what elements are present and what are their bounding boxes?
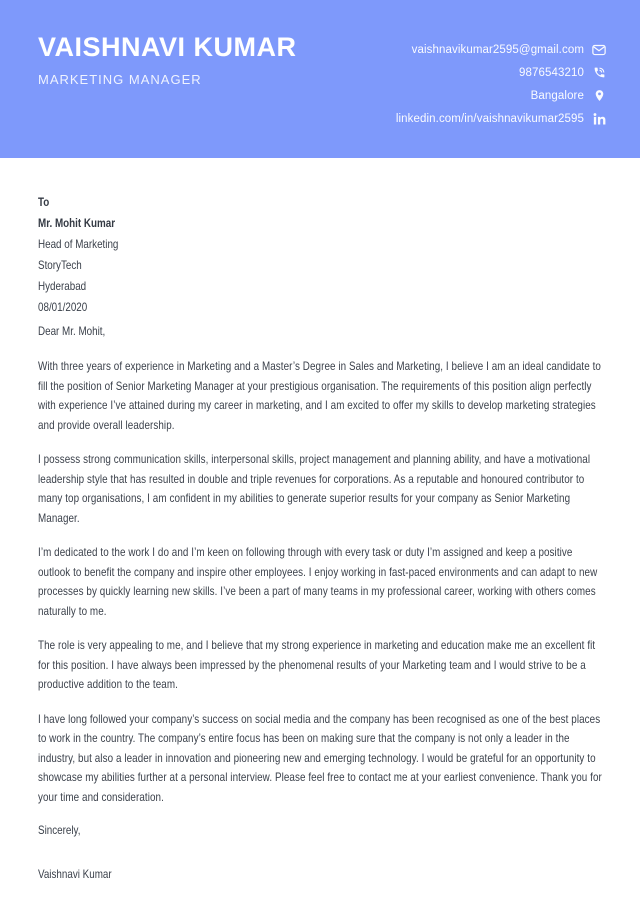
contact-email-text: vaishnavikumar2595@gmail.com <box>411 43 584 56</box>
email-icon <box>592 43 606 57</box>
letter-paragraph: The role is very appealing to me, and I believe that my strong experience in marketing and education make me an excellent fit for this position. I have always been impressed by the phenomenal results of your Marketing team and I would strive to be a productive addition to the team. <box>38 638 596 691</box>
recipient-role: Head of Marketing <box>38 237 119 251</box>
contact-phone[interactable] <box>396 61 606 84</box>
person-name: VAISHNAVI KUMAR <box>38 32 297 62</box>
letter-body <box>0 192 640 881</box>
letter-paragraph: With three years of experience in Marketing and a Master’s Degree in Sales and Marketing, I believe I am an ideal candidate to fill the position of Senior Marketing Manager at your prestigious organisation. The requirements of this position align perfectly with experience I’ve attained during my career in marketing, and I am excited to offer my skills to develop marketing strategies and provide overall leadership. <box>38 359 601 432</box>
contact-list <box>396 38 606 158</box>
letter-paragraph: I’m dedicated to the work I do and I’m keen on following through with every task or duty I’m assigned and keep a positive outlook to benefit the company and inspire other employees. I enjoy working in fast-paced environments and can adapt to new processes by quickly learning new skills. I’ve been a part of many teams in my professional career, working with others comes naturally to me. <box>38 545 598 618</box>
identity-block <box>38 33 297 158</box>
contact-location-text: Bangalore <box>530 89 584 102</box>
letter-paragraph: I possess strong communication skills, interpersonal skills, project management and planning ability, and have a motivational leadership style that has resulted in double and triple revenues for corporations. As a reputable and honoured contributor to many top organisations, I am confident in my abilities to generate superior results for your company as Senior Marketing Manager. <box>38 452 591 525</box>
recipient-name: Mr. Mohit Kumar <box>38 216 116 230</box>
recipient-to-label: To <box>38 195 50 209</box>
salutation: Dear Mr. Mohit, <box>38 324 106 338</box>
header-band <box>0 0 640 158</box>
letter-paragraph: I have long followed your company’s success on social media and the company has been recognised as one of the best places to work in the country. The company’s entire focus has been on making sure that the company is not only a leader in the industry, but also a leader in innovation and pioneering new and emerging technology. I would be grateful for an opportunity to showcase my abilities further at a personal interview. Please feel free to contact me at your earliest convenience. Thank you for your time and consideration. <box>38 711 602 804</box>
contact-linkedin[interactable] <box>396 107 606 130</box>
contact-linkedin-text: linkedin.com/in/vaishnavikumar2595 <box>395 112 584 125</box>
signature-name: Vaishnavi Kumar <box>38 867 112 881</box>
contact-location <box>396 84 606 107</box>
closing: Sincerely, <box>38 823 81 837</box>
contact-email[interactable] <box>396 38 606 61</box>
contact-phone-text: 9876543210 <box>519 66 584 79</box>
linkedin-icon <box>592 112 606 126</box>
recipient-company: StoryTech <box>38 258 82 272</box>
recipient-city: Hyderabad <box>38 279 87 293</box>
person-job-title: MARKETING MANAGER <box>38 71 202 87</box>
location-icon <box>592 89 606 103</box>
phone-icon <box>592 66 606 80</box>
letter-date: 08/01/2020 <box>38 300 88 314</box>
